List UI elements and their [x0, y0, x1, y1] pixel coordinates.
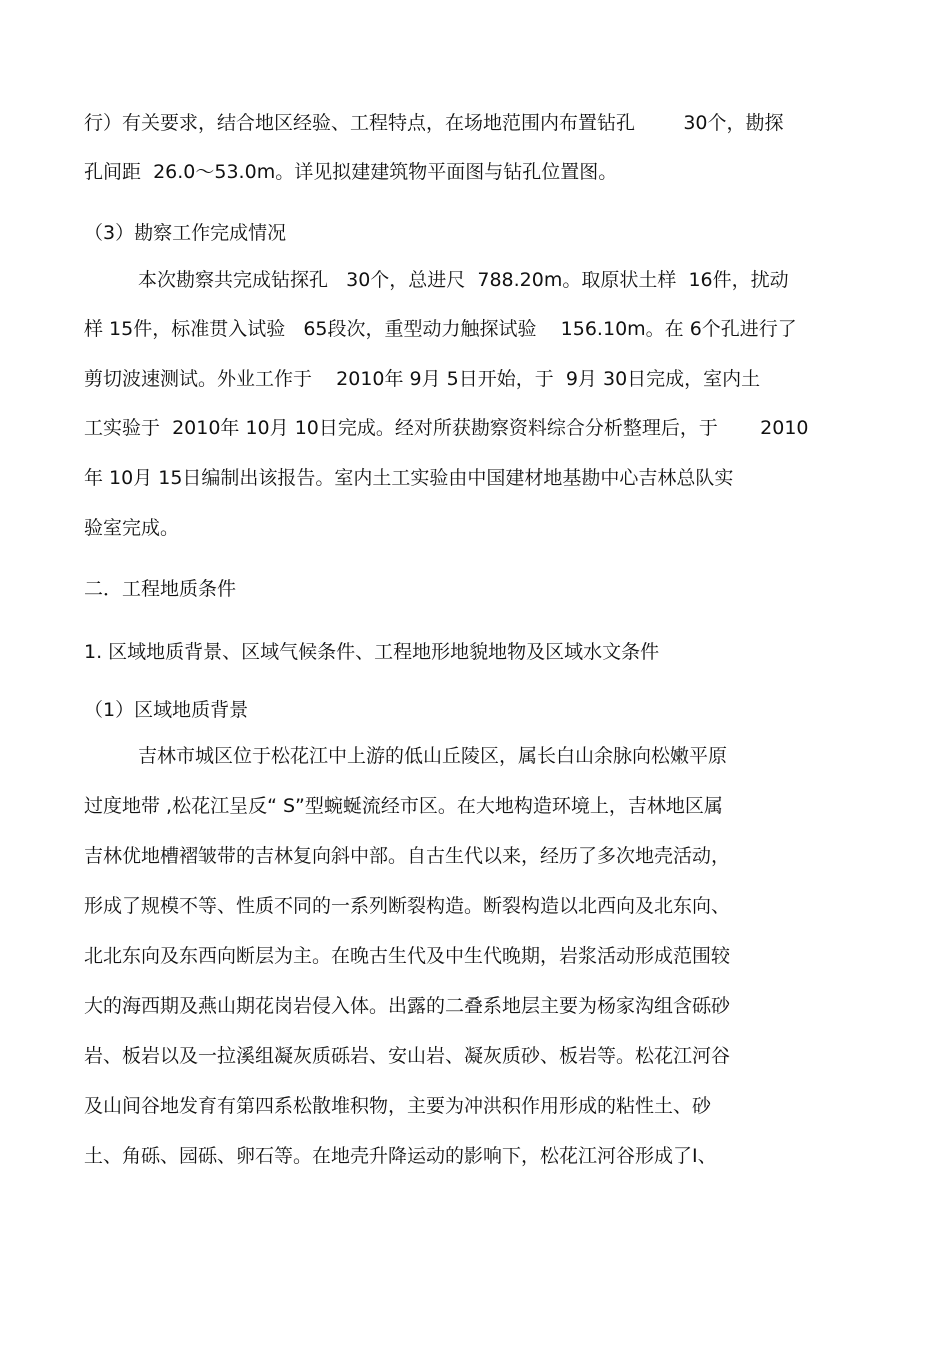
- paragraph-line: 形成了规模不等、性质不同的一系列断裂构造。断裂构造以北西向及北东向、: [84, 895, 731, 917]
- paragraph-line: 北北东向及东西向断层为主。在晚古生代及中生代晚期，岩浆活动形成范围较: [84, 945, 731, 967]
- paragraph-line: 行）有关要求，结合地区经验、工程特点，在场地范围内布置钻孔 30个，勘探: [84, 112, 784, 134]
- paragraph-line: 土、角砾、园砾、卵石等。在地壳升降运动的影响下，松花江河谷形成了Ⅰ、: [84, 1145, 717, 1167]
- paragraph-line: 工实验于 2010年 10月 10日完成。经对所获勘察资料综合分析整理后，于 2010: [84, 417, 809, 439]
- chapter-heading: 二．工程地质条件: [84, 578, 237, 600]
- subsection-heading: （1）区域地质背景: [84, 699, 249, 721]
- paragraph-line: 剪切波速测试。外业工作于 2010年 9月 5日开始，于 9月 30日完成，室内土: [84, 368, 761, 390]
- paragraph-line: 验室完成。: [84, 517, 180, 539]
- paragraph-line: 年 10月 15日编制出该报告。室内土工实验由中国建材地基勘中心吉林总队实: [84, 467, 734, 489]
- section-heading: （3）勘察工作完成情况: [84, 222, 287, 244]
- paragraph-line: 样 15件，标准贯入试验 65段次，重型动力触探试验 156.10m。在 6个孔进行了: [84, 318, 797, 340]
- paragraph-line: 吉林市城区位于松花江中上游的低山丘陵区，属长白山余脉向松嫩平原: [138, 745, 728, 767]
- paragraph-line: 吉林优地槽褶皱带的吉林复向斜中部。自古生代以来，经历了多次地壳活动，: [84, 845, 731, 867]
- paragraph-line: 过度地带 ,松花江呈反“ S”型蜿蜒流经市区。在大地构造环境上，吉林地区属: [84, 795, 723, 817]
- paragraph-line: 本次勘察共完成钻探孔 30个，总进尺 788.20m。取原状土样 16件，扰动: [138, 269, 789, 291]
- section-heading: 1. 区域地质背景、区域气候条件、工程地形地貌地物及区域水文条件: [84, 641, 660, 663]
- paragraph-line: 及山间谷地发育有第四系松散堆积物，主要为冲洪积作用形成的粘性土、砂: [84, 1095, 712, 1117]
- paragraph-line: 孔间距 26.0～53.0m。详见拟建建筑物平面图与钻孔位置图。: [84, 161, 618, 183]
- paragraph-line: 大的海西期及燕山期花岗岩侵入体。出露的二叠系地层主要为杨家沟组含砾砂: [84, 995, 731, 1017]
- paragraph-line: 岩、板岩以及一拉溪组凝灰质砾岩、安山岩、凝灰质砂、板岩等。松花江河谷: [84, 1045, 731, 1067]
